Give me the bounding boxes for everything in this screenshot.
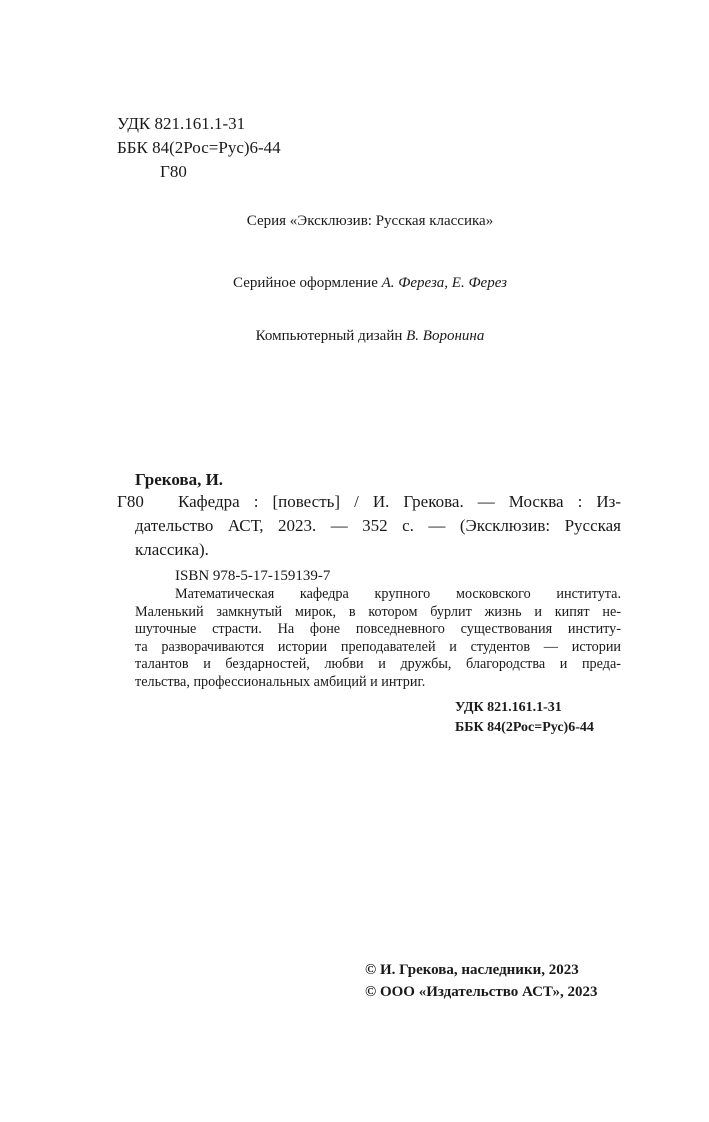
credit-names: А. Фереза, Е. Ферез <box>381 275 507 291</box>
catalog-author: Грекова, И. <box>135 470 224 489</box>
credit-label: Серийное оформление <box>233 275 378 291</box>
catalog-description-line: классика). <box>135 540 209 559</box>
annotation <box>135 586 621 692</box>
series-title: Серия «Эксклюзив: Русская классика» <box>246 213 494 229</box>
bbk-code: ББК 84(2Рос=Рус)6-44 <box>117 138 281 157</box>
author-mark: Г80 <box>160 162 187 181</box>
catalog-description-line: Кафедра : [повесть] / И. Грекова. — Москва : Из- <box>178 492 621 511</box>
catalog-description-line: дательство АСТ, 2023. — 352 с. — (Эксклюзив: Русская <box>135 516 621 535</box>
catalog-author-mark: Г80 <box>117 492 144 511</box>
annotation-line: талантов и бездарностей, любви и дружбы, благородства и преда- <box>135 656 621 673</box>
annotation-line: шуточные страсти. На фоне повседневного существования институ- <box>135 621 621 638</box>
isbn: ISBN 978-5-17-159139-7 <box>175 568 331 584</box>
computer-design-credit <box>0 328 709 345</box>
annotation-line: тельства, профессиональных амбиций и интриг. <box>135 673 426 690</box>
udk-code: УДК 821.161.1-31 <box>117 114 246 133</box>
catalog-bbk: ББК 84(2Рос=Рус)6-44 <box>455 720 594 735</box>
copyright-publisher: © ООО «Издательство АСТ», 2023 <box>365 984 598 1000</box>
credit-label: Компьютерный дизайн <box>255 328 403 344</box>
copyright-author: © И. Грекова, наследники, 2023 <box>365 962 579 978</box>
annotation-line: та разворачиваются истории преподавателей и студентов — истории <box>135 638 621 655</box>
series-design-credit <box>0 275 709 292</box>
credit-names: В. Воронина <box>406 328 485 344</box>
annotation-line: Маленький замкнутый мирок, в котором бурлит жизнь и кипят не- <box>135 603 621 620</box>
catalog-udk: УДК 821.161.1-31 <box>455 700 562 715</box>
annotation-line: Математическая кафедра крупного московского института. <box>175 586 621 602</box>
